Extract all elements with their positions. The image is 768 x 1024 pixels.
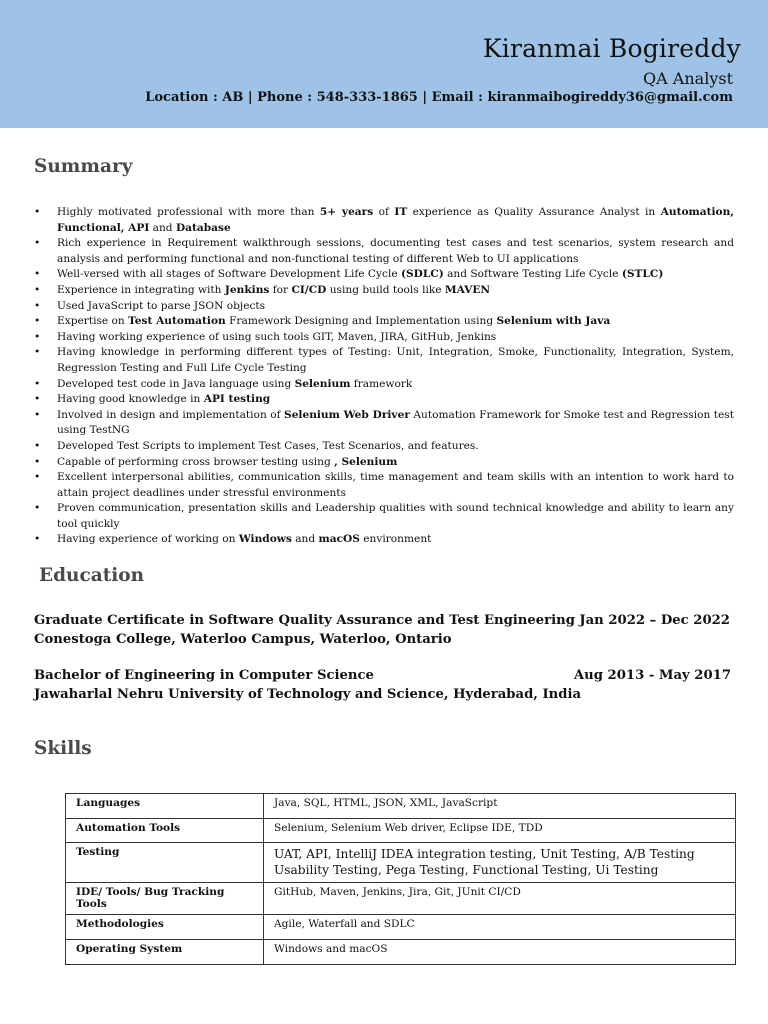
contact-line: Location : AB | Phone : 548-333-1865 | Email : kiranmaibogireddy36@gmail.com bbox=[145, 90, 733, 105]
education-degree: Bachelor of Engineering in Computer Science bbox=[34, 668, 374, 683]
summary-item-text: Automation Framework for Smoke test and Regression test using TestNG bbox=[57, 408, 734, 437]
summary-item-highlight: (STLC) bbox=[621, 268, 664, 281]
skill-values-line: Usability Testing, Pega Testing, Functional Testing, Ui Testing bbox=[274, 863, 659, 877]
summary-item-highlight: macOS bbox=[318, 533, 360, 546]
skills-row bbox=[66, 794, 736, 819]
summary-item-highlight: API testing bbox=[203, 393, 271, 406]
summary-item-highlight: Automation, Functional, API bbox=[57, 206, 735, 234]
summary-item-text: Well-versed with all stages of Software Development Life Cycle bbox=[57, 268, 401, 281]
skills-row bbox=[66, 819, 736, 843]
summary-list bbox=[34, 205, 734, 548]
skill-category: Languages bbox=[66, 794, 264, 819]
summary-item-text: of bbox=[373, 206, 395, 218]
skill-values: Selenium, Selenium Web driver, Eclipse IDE, TDD bbox=[264, 819, 736, 843]
summary-item-text: for bbox=[269, 283, 292, 296]
summary-item-text: Developed Test Scripts to implement Test Cases, Test Scenarios, and features. bbox=[57, 439, 479, 452]
skill-values: Windows and macOS bbox=[264, 940, 736, 965]
summary-item bbox=[34, 330, 734, 346]
skill-values: GitHub, Maven, Jenkins, Jira, Git, JUnit CI/CD bbox=[264, 883, 736, 915]
header-banner bbox=[0, 0, 768, 128]
summary-item-highlight: (SDLC) bbox=[400, 268, 444, 281]
skill-values: Java, SQL, HTML, JSON, XML, JavaScript bbox=[264, 794, 736, 819]
summary-item-highlight: Selenium Web Driver bbox=[284, 408, 410, 421]
summary-item-text: environment bbox=[359, 533, 432, 546]
skills-row bbox=[66, 915, 736, 940]
summary-item-highlight: Test Automation bbox=[128, 315, 226, 328]
skill-category: Methodologies bbox=[66, 915, 264, 940]
summary-item-text: and bbox=[149, 221, 176, 234]
summary-item-text: Excellent interpersonal abilities, communication skills, time management and team skills with an intention to work hard to attain project deadlines under stressful environments bbox=[57, 471, 734, 499]
summary-item-text: Used JavaScript to parse JSON objects bbox=[57, 299, 266, 312]
summary-item bbox=[34, 455, 734, 471]
summary-item-text: Highly motivated professional with more than bbox=[57, 206, 320, 218]
summary-item-text: and Software Testing Life Cycle bbox=[443, 268, 622, 281]
summary-item-text: Developed test code in Java language using bbox=[57, 377, 295, 390]
summary-item-text: Having working experience of using such tools GIT, Maven, JIRA, GitHub, Jenkins bbox=[57, 330, 497, 343]
summary-item-text: and bbox=[291, 533, 319, 546]
education-dates: Jan 2022 – Dec 2022 bbox=[579, 613, 730, 628]
summary-item-highlight: Selenium bbox=[294, 377, 351, 390]
summary-item bbox=[34, 267, 734, 283]
summary-item bbox=[34, 408, 734, 439]
education-heading: Education bbox=[39, 565, 145, 586]
summary-item-highlight: CI/CD bbox=[291, 283, 327, 296]
skills-row bbox=[66, 940, 736, 965]
summary-item bbox=[34, 299, 734, 315]
summary-item-text: Having good knowledge in bbox=[57, 393, 204, 406]
skill-category: Testing bbox=[66, 843, 264, 883]
summary-item bbox=[34, 532, 734, 548]
skills-row bbox=[66, 843, 736, 883]
summary-item bbox=[34, 345, 734, 376]
summary-item-highlight: Database bbox=[175, 221, 231, 234]
summary-item-text: Experience in integrating with bbox=[57, 283, 225, 296]
summary-item-highlight: 5+ years bbox=[319, 206, 374, 218]
summary-item-text: Capable of performing cross browser testing using bbox=[57, 455, 335, 468]
summary-item bbox=[34, 501, 734, 532]
summary-item-highlight: Selenium with Java bbox=[496, 315, 611, 328]
education-degree: Graduate Certificate in Software Quality Assurance and Test Engineering bbox=[34, 613, 575, 628]
summary-item bbox=[34, 314, 734, 330]
summary-item-highlight: MAVEN bbox=[444, 283, 491, 296]
summary-item-text: Proven communication, presentation skills and Leadership qualities with sound technical knowledge and ability to learn any tool quickly bbox=[57, 502, 734, 530]
summary-item-text: Having experience of working on bbox=[57, 533, 239, 546]
education-school: Jawaharlal Nehru University of Technology and Science, Hyderabad, India bbox=[34, 687, 582, 702]
skills-row bbox=[66, 883, 736, 915]
skills-table bbox=[65, 793, 736, 965]
summary-item-highlight: , Selenium bbox=[334, 455, 398, 468]
skill-values: Agile, Waterfall and SDLC bbox=[264, 915, 736, 940]
summary-item-highlight: IT bbox=[394, 206, 408, 218]
summary-item-text: framework bbox=[350, 377, 413, 390]
candidate-name: Kiranmai Bogireddy bbox=[482, 34, 741, 63]
summary-item-text: Having knowledge in performing different types of Testing: Unit, Integration, Smoke, Functionality, Integration, System, Regression Testing and Full Life Cycle Testing bbox=[57, 346, 734, 374]
skill-category: IDE/ Tools/ Bug Tracking Tools bbox=[66, 883, 264, 915]
summary-item bbox=[34, 392, 734, 408]
summary-item bbox=[34, 377, 734, 393]
summary-item-text: experience as Quality Assurance Analyst in bbox=[407, 206, 661, 218]
summary-item bbox=[34, 439, 734, 455]
summary-item bbox=[34, 283, 734, 299]
skill-category: Automation Tools bbox=[66, 819, 264, 843]
summary-item-text: Framework Designing and Implementation using bbox=[225, 315, 497, 328]
skill-values bbox=[264, 843, 736, 883]
summary-item-text: using build tools like bbox=[326, 283, 445, 296]
summary-item-highlight: Windows bbox=[238, 533, 292, 546]
summary-item bbox=[34, 205, 734, 236]
skills-heading: Skills bbox=[34, 738, 92, 759]
summary-item-text: Expertise on bbox=[57, 315, 129, 328]
summary-item bbox=[34, 470, 734, 501]
education-school: Conestoga College, Waterloo Campus, Waterloo, Ontario bbox=[34, 632, 452, 647]
summary-item-text: Involved in design and implementation of bbox=[57, 408, 285, 421]
summary-item bbox=[34, 236, 734, 267]
job-title: QA Analyst bbox=[643, 69, 733, 88]
summary-item-text: Rich experience in Requirement walkthrough sessions, documenting test cases and test scenarios, system research and analysis and performing functional and non-functional testing of different Web to UI applications bbox=[57, 237, 734, 265]
summary-item-highlight: Jenkins bbox=[224, 283, 270, 296]
summary-heading: Summary bbox=[34, 156, 133, 177]
skill-values-line: UAT, API, IntelliJ IDEA integration testing, Unit Testing, A/B Testing bbox=[274, 847, 695, 861]
skill-category: Operating System bbox=[66, 940, 264, 965]
education-dates: Aug 2013 - May 2017 bbox=[573, 668, 731, 683]
